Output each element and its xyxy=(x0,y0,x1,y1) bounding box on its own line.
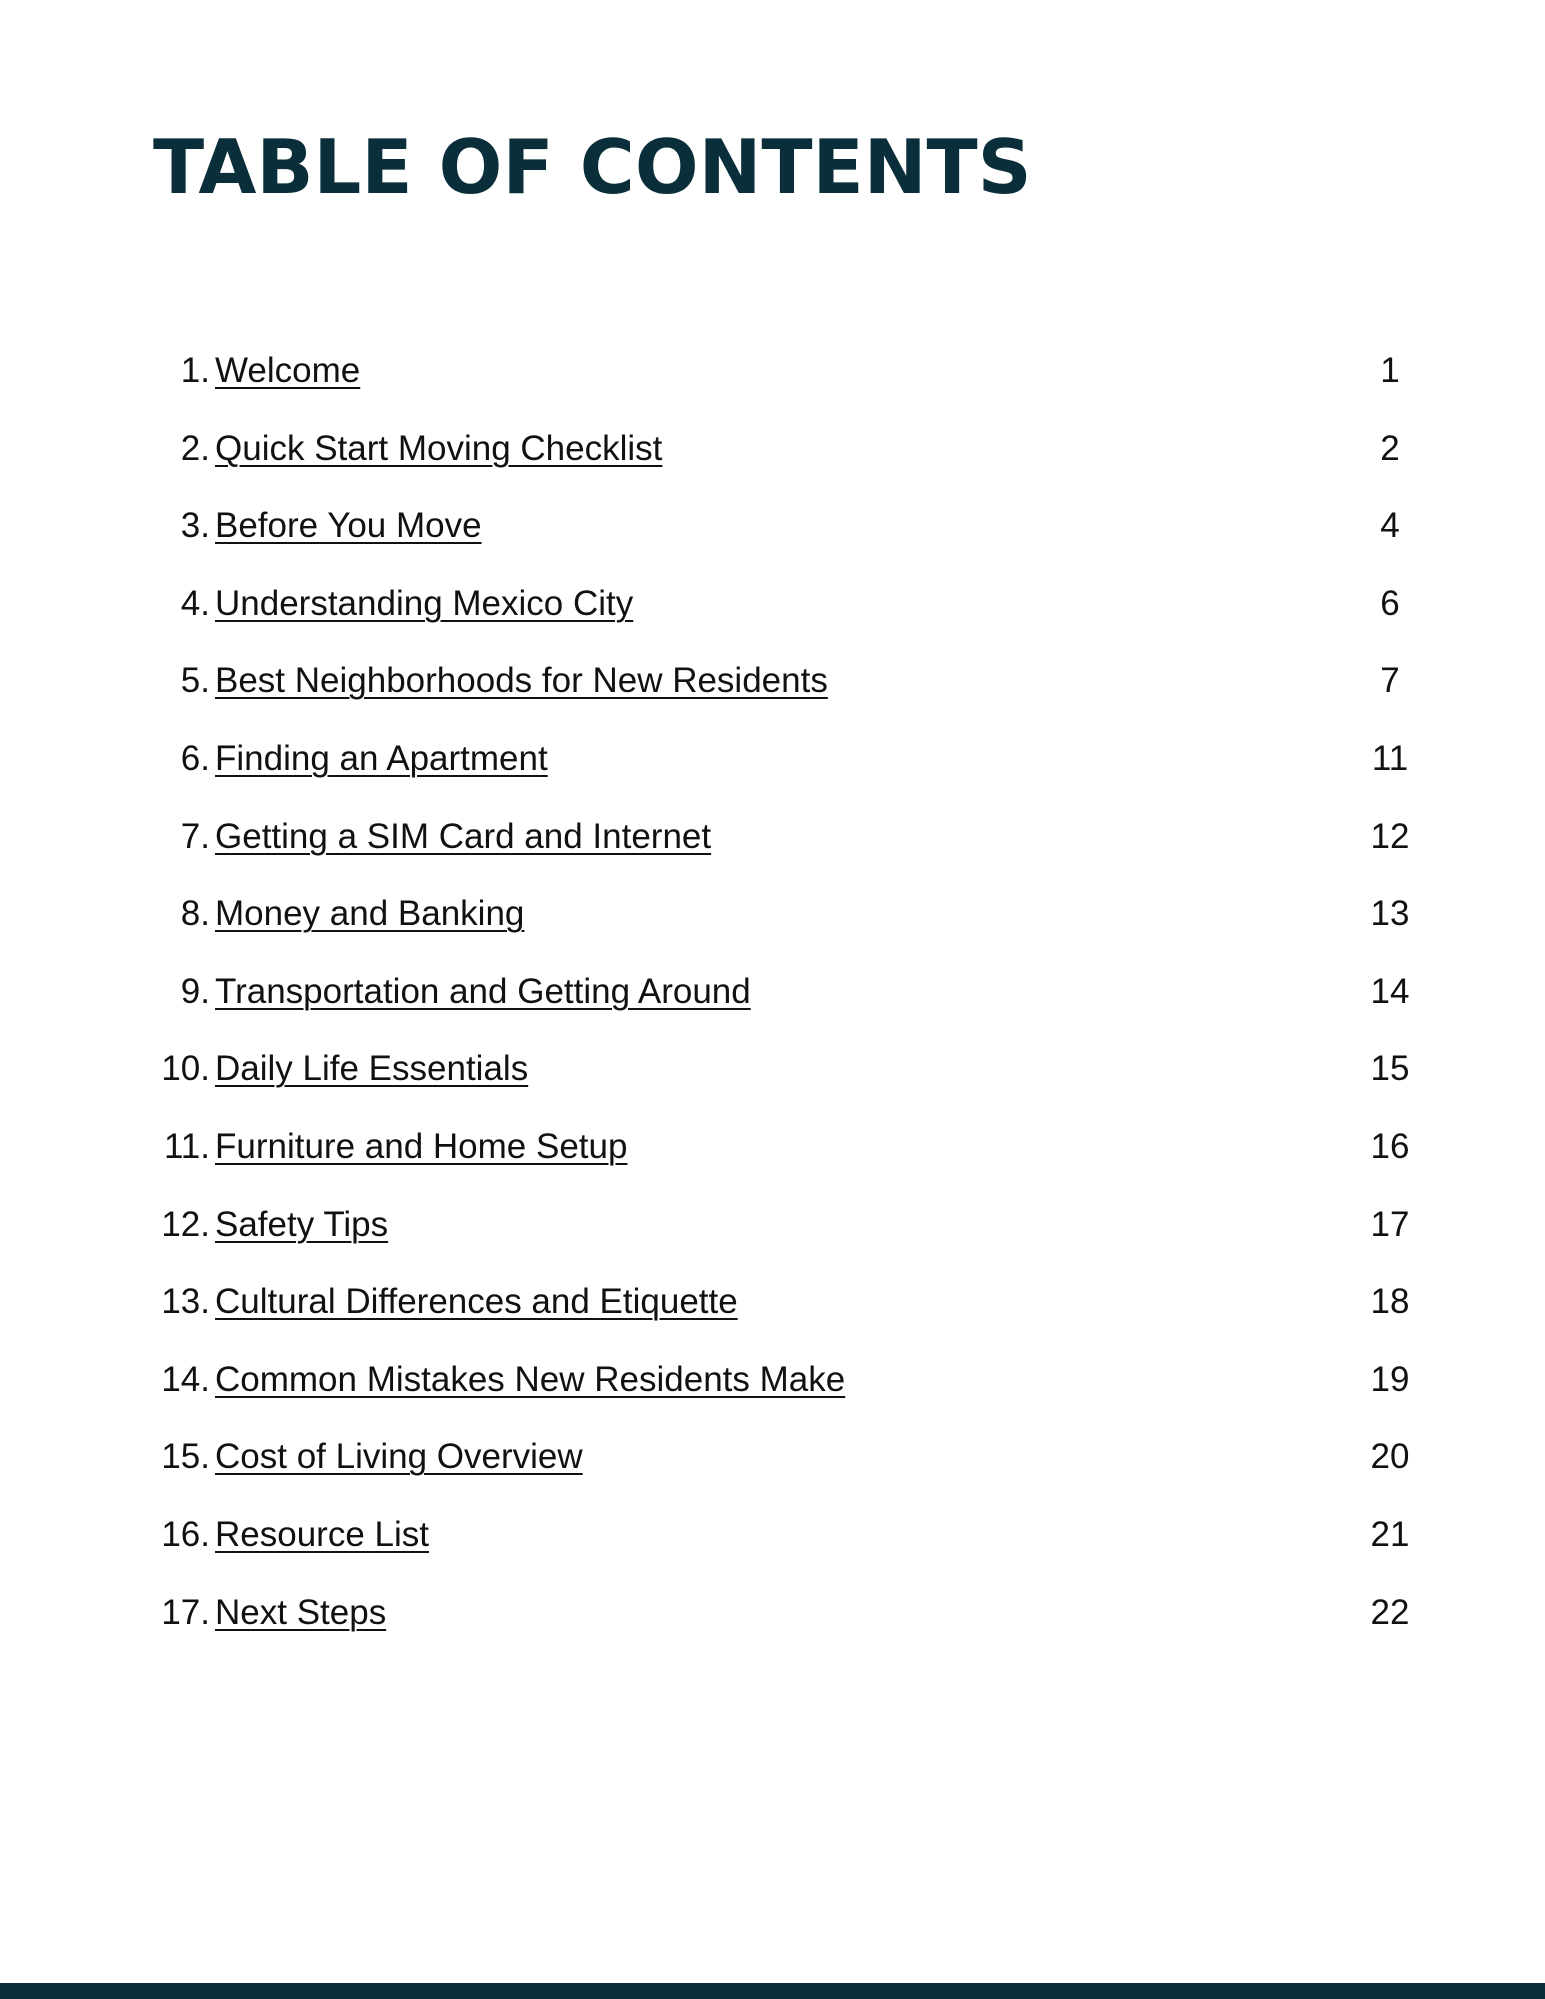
toc-entry-link[interactable]: Finding an Apartment xyxy=(215,738,548,778)
toc-entry-page: 14 xyxy=(1370,971,1410,1011)
toc-entry-page: 18 xyxy=(1370,1282,1410,1322)
toc-entry xyxy=(0,570,1545,648)
toc-entry-page: 22 xyxy=(1370,1592,1410,1632)
toc-list xyxy=(0,337,1545,1656)
page-title: TABLE OF CONTENTS xyxy=(153,123,1032,211)
toc-entry-link[interactable]: Furniture and Home Setup xyxy=(215,1126,628,1166)
toc-entry-page: 15 xyxy=(1370,1049,1410,1089)
toc-entry-page: 4 xyxy=(1380,506,1400,546)
toc-entry-link[interactable]: Before You Move xyxy=(215,506,482,546)
toc-entry-number: 3. xyxy=(180,506,210,546)
toc-entry-link[interactable]: Welcome xyxy=(215,351,361,390)
toc-entry-page: 13 xyxy=(1370,894,1410,934)
toc-entry-number: 10. xyxy=(161,1049,210,1089)
toc-entry-link[interactable]: Safety Tips xyxy=(215,1204,389,1244)
toc-entry-link[interactable]: Transportation and Getting Around xyxy=(215,971,751,1011)
toc-entry-page: 20 xyxy=(1370,1437,1410,1477)
toc-entry xyxy=(0,725,1545,803)
toc-entry xyxy=(0,1579,1545,1657)
toc-entry-number: 7. xyxy=(180,816,210,856)
toc-entry-number: 11. xyxy=(163,1126,210,1166)
toc-entry-number: 1. xyxy=(180,351,210,390)
toc-entry-number: 15. xyxy=(161,1437,210,1477)
toc-entry xyxy=(0,337,1545,415)
toc-entry-page: 6 xyxy=(1380,583,1400,623)
toc-entry xyxy=(0,1268,1545,1346)
toc-entry-number: 4. xyxy=(180,583,210,623)
toc-entry-link[interactable]: Getting a SIM Card and Internet xyxy=(215,816,712,856)
toc-entry-page: 12 xyxy=(1370,816,1410,856)
toc-entry-page: 17 xyxy=(1370,1204,1410,1244)
toc-entry-page: 1 xyxy=(1380,351,1400,390)
toc-entry-page: 2 xyxy=(1380,428,1400,468)
footer-bar xyxy=(0,1983,1545,1999)
toc-entry-link[interactable]: Common Mistakes New Residents Make xyxy=(215,1359,846,1399)
toc-entry-link[interactable]: Cultural Differences and Etiquette xyxy=(215,1282,738,1322)
toc-entry xyxy=(0,1191,1545,1269)
toc-entry-number: 8. xyxy=(180,894,210,934)
toc-entry-link[interactable]: Best Neighborhoods for New Residents xyxy=(215,661,828,701)
toc-entry-link[interactable]: Daily Life Essentials xyxy=(215,1049,529,1089)
toc-entry xyxy=(0,415,1545,493)
toc-entry-number: 6. xyxy=(180,738,210,778)
toc-entry xyxy=(0,880,1545,958)
toc-entry-number: 5. xyxy=(180,661,210,701)
toc-entry-number: 14. xyxy=(161,1359,210,1399)
toc-entry-number: 9. xyxy=(180,971,210,1011)
toc-entry-link[interactable]: Money and Banking xyxy=(215,894,525,934)
toc-entry-page: 7 xyxy=(1380,661,1400,701)
toc-entry-page: 21 xyxy=(1370,1514,1410,1554)
toc-entry-link[interactable]: Cost of Living Overview xyxy=(215,1437,583,1477)
toc-entry xyxy=(0,1346,1545,1424)
toc-entry-link[interactable]: Resource List xyxy=(215,1514,429,1554)
toc-entry xyxy=(0,492,1545,570)
toc-entry-number: 12. xyxy=(161,1204,210,1244)
toc-entry xyxy=(0,958,1545,1036)
toc-entry-number: 2. xyxy=(180,428,210,468)
toc-entry-link[interactable]: Next Steps xyxy=(215,1592,387,1632)
toc-entry xyxy=(0,1113,1545,1191)
toc-entry-number: 17. xyxy=(161,1592,210,1632)
toc-entry-page: 16 xyxy=(1370,1126,1410,1166)
toc-entry xyxy=(0,1035,1545,1113)
toc-entry-page: 11 xyxy=(1371,738,1409,778)
toc-entry-number: 16. xyxy=(161,1514,210,1554)
toc-entry-link[interactable]: Understanding Mexico City xyxy=(215,583,634,623)
toc-entry-number: 13. xyxy=(161,1282,210,1322)
toc-entry xyxy=(0,647,1545,725)
toc-entry xyxy=(0,1501,1545,1579)
toc-entry-link[interactable]: Quick Start Moving Checklist xyxy=(215,428,663,468)
toc-entry xyxy=(0,803,1545,881)
toc-entry xyxy=(0,1423,1545,1501)
toc-entry-page: 19 xyxy=(1370,1359,1410,1399)
